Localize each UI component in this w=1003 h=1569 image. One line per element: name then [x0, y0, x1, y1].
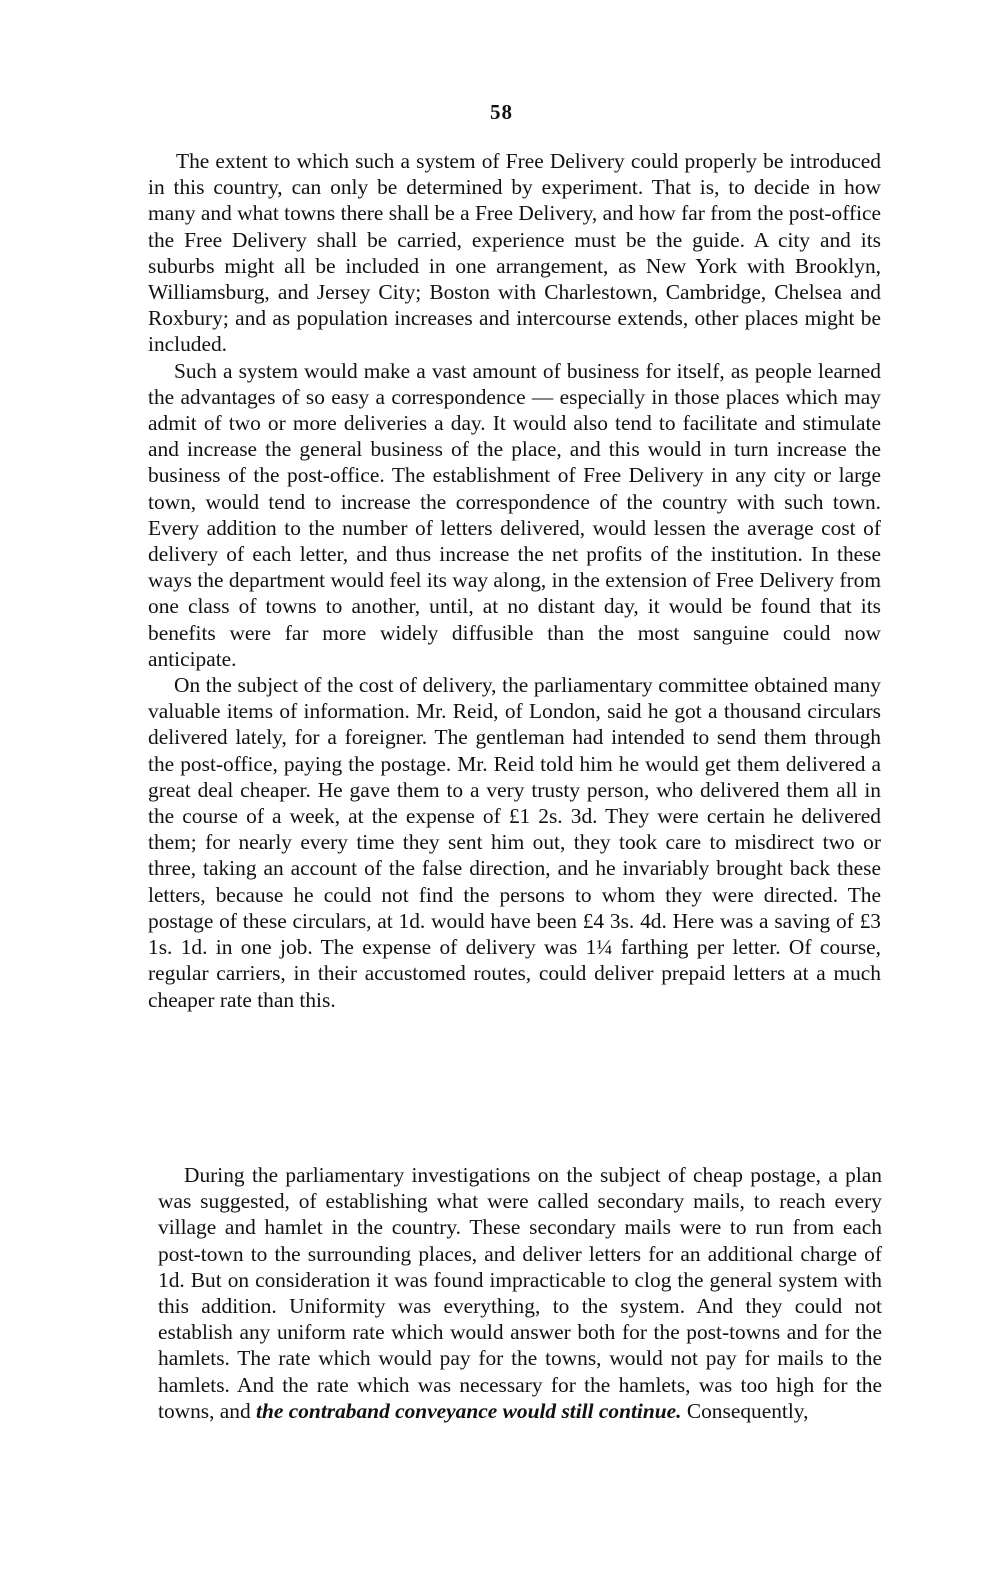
paragraph-secondary-mails-ending: Consequently,	[681, 1398, 809, 1423]
paragraph-cost-of-delivery: On the subject of the cost of delivery, the parliamentary committee obtained many valuable items of information. Mr. Reid, of London, said he got a thousand circulars delivered lately, for a foreigner. The gentleman had intended to send them through the post-office, paying the postage. Mr. Reid told him he would get them delivered a great deal cheaper. He gave them to a very trusty person, who delivered them all in the course of a week, at the expense of £1 2s. 3d. They were certain he delivered them; for nearly every time they sent him out, they took care to misdirect two or three, taking an account of the false direction, and he invariably brought back these letters, because he could not find the persons to whom they were directed. The postage of these circulars, at 1d. would have been £4 3s. 4d. Here was a saving of £3 1s. 1d. in one job. The expense of delivery was 1¼ farthing per letter. Of course, regular carriers, in their accustomed routes, could deliver prepaid letters at a much cheaper rate than this.	[148, 673, 881, 1012]
paragraph-secondary-mails-emphasis: the contraband conveyance would still continue.	[256, 1398, 682, 1423]
paragraph-free-delivery-extent: The extent to which such a system of Free Delivery could properly be introduced in this country, can only be determined by experiment. That is, to decide in how many and what towns there shall be a Free Delivery, and how far from the post-office the Free Delivery shall be carried, experience must be the guide. A city and its suburbs might all be included in one arrangement, as New York with Brooklyn, Williamsburg, and Jersey City; Boston with Charlestown, Cambridge, Chelsea and Roxbury; and as population increases and intercourse extends, other places might be included.	[148, 149, 881, 357]
paragraph-business-growth: Such a system would make a vast amount of business for itself, as people learned the advantages of so easy a correspondence — especially in those places which may admit of two or more deliveries a day. It would also tend to facilitate and stimulate and increase the general business of the place, and this would in turn increase the business of the post-office. The establishment of Free Delivery in any city or large town, would tend to increase the correspondence of the country with such town. Every addition to the number of letters delivered, would lessen the average cost of delivery of each letter, and thus increase the net profits of the institution. In these ways the department would feel its way along, in the extension of Free Delivery from one class of towns to another, until, at no distant day, it would be found that its benefits were far more widely diffusible than the most sanguine could now anticipate.	[148, 358, 881, 671]
body-text-upper	[148, 148, 881, 1013]
paragraph-secondary-mails	[158, 1162, 882, 1424]
page-number: 58	[490, 100, 513, 124]
body-text-lower	[158, 1162, 882, 1424]
paragraph-secondary-mails-text: During the parliamentary investigations on the subject of cheap postage, a plan was suggested, of establishing what were called secondary mails, to reach every village and hamlet in the country. These secondary mails were to run from each post-town to the surrounding places, and deliver letters for an additional charge of 1d. But on consideration it was found impracticable to clog the general system with this addition. Uniformity was everything, to the system. And they could not establish any uniform rate which would answer both for the post-towns and for the hamlets. The rate which would pay for the towns, would not pay for mails to the hamlets. And the rate which was necessary for the hamlets, was too high for the towns, and	[158, 1163, 882, 1423]
